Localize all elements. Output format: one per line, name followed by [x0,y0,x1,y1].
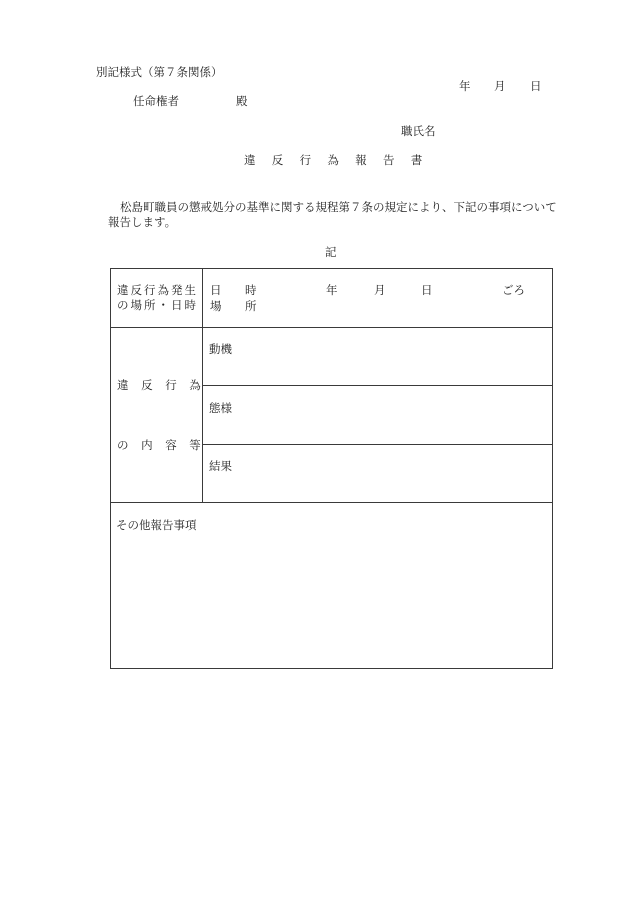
intro-line-2: 報告します。 [108,215,177,229]
result-label: 結果 [209,459,232,473]
date-year-label: 年 [459,79,471,93]
subrow-divider-2 [202,444,552,445]
occurrence-approx-label: ごろ [502,283,525,297]
reporter-label: 職氏名 [401,124,436,138]
manner-label: 態様 [209,401,232,415]
subrow-divider-1 [202,385,552,386]
addressee-label: 任命権者 [133,94,179,108]
report-table [110,268,553,669]
row-divider-1 [111,327,552,328]
row-divider-2 [111,502,552,503]
document-title: 違反行為報告書 [244,153,439,167]
occurrence-label-line-1: 違反行為発生 [117,283,198,297]
occurrence-year-label: 年 [326,283,338,297]
content-label-line-2: の内容等 [117,438,214,452]
intro-line-1: 松島町職員の懲戒処分の基準に関する規程第７条の規定により、下記の事項について [120,200,557,214]
occurrence-day-label: 日 [421,283,433,297]
other-items-label: その他報告事項 [116,518,197,532]
occurrence-month-label: 月 [374,283,386,297]
datetime-label: 日時 [210,283,280,297]
place-label: 場所 [210,299,280,313]
occurrence-label-line-2: の場所・日時 [117,298,198,312]
motive-label: 動機 [209,342,232,356]
date-day-label: 日 [530,79,542,93]
form-reference: 別記様式（第７条関係） [96,65,223,79]
addressee-honorific: 殿 [236,94,248,108]
date-month-label: 月 [494,79,506,93]
ki-heading: 記 [325,245,337,259]
content-label-line-1: 違反行為 [117,378,214,392]
